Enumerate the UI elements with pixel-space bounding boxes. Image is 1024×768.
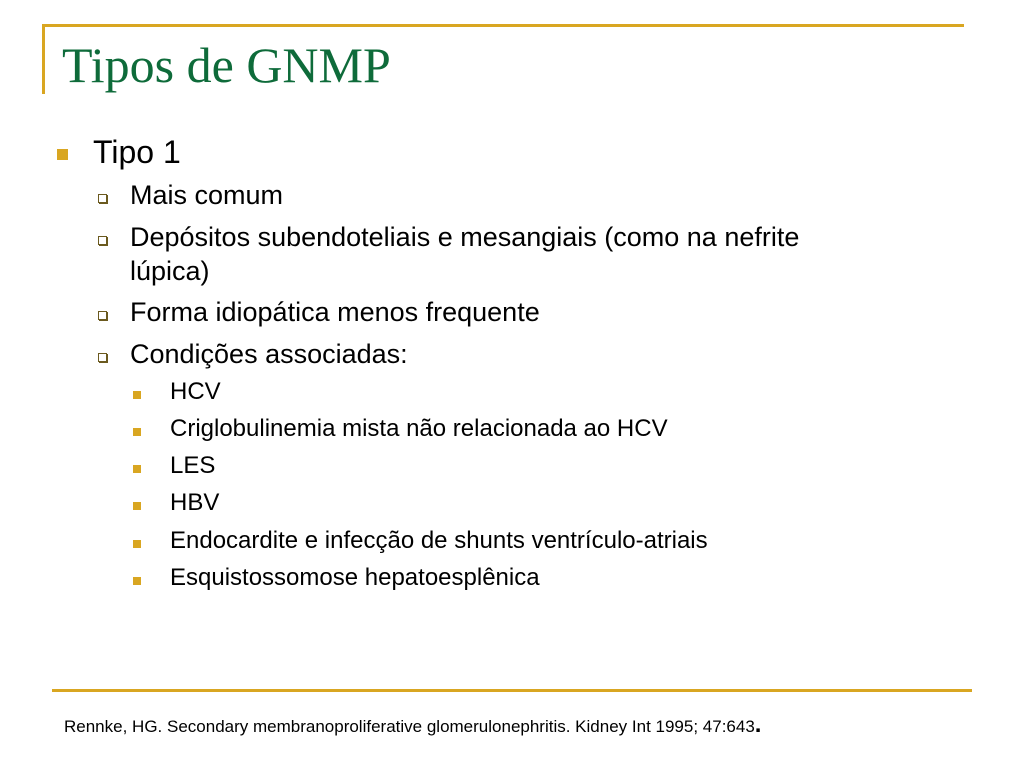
slide-title: Tipos de GNMP [62,37,391,93]
small-square-bullet-icon [133,391,141,399]
footer-rule [52,689,972,692]
citation-period: . [754,711,762,738]
list-item-level3: HCV [170,378,221,405]
list-item-level2-continuation: lúpica) [130,256,210,286]
list-item-level2: Mais comum [130,180,284,210]
hollow-square-bullet-icon [98,236,107,245]
list-item-level3: Criglobulinemia mista não relacionada ao HCV [170,415,668,442]
small-square-bullet-icon [133,577,141,585]
list-item-level3: HBV [170,489,220,516]
small-square-bullet-icon [133,540,141,548]
list-item-level2: Forma idiopática menos frequente [130,297,540,327]
hollow-square-bullet-icon [98,353,107,362]
list-item-level3: Esquistossomose hepatoesplênica [170,564,540,591]
list-item-level2: Condições associadas: [130,339,408,369]
list-item-level3: Endocardite e infecção de shunts ventrículo-atriais [170,527,708,554]
square-bullet-icon [57,149,68,160]
footer-citation [64,711,761,739]
citation-text: Rennke, HG. Secondary membranoproliferative glomerulonephritis. Kidney Int 1995; 47:643 [64,717,755,736]
list-item-level2: Depósitos subendoteliais e mesangiais (como na nefrite [130,222,800,252]
small-square-bullet-icon [133,465,141,473]
hollow-square-bullet-icon [98,311,107,320]
hollow-square-bullet-icon [98,194,107,203]
list-item-level3: LES [170,452,216,479]
list-item-level1: Tipo 1 [93,134,181,170]
small-square-bullet-icon [133,428,141,436]
small-square-bullet-icon [133,502,141,510]
